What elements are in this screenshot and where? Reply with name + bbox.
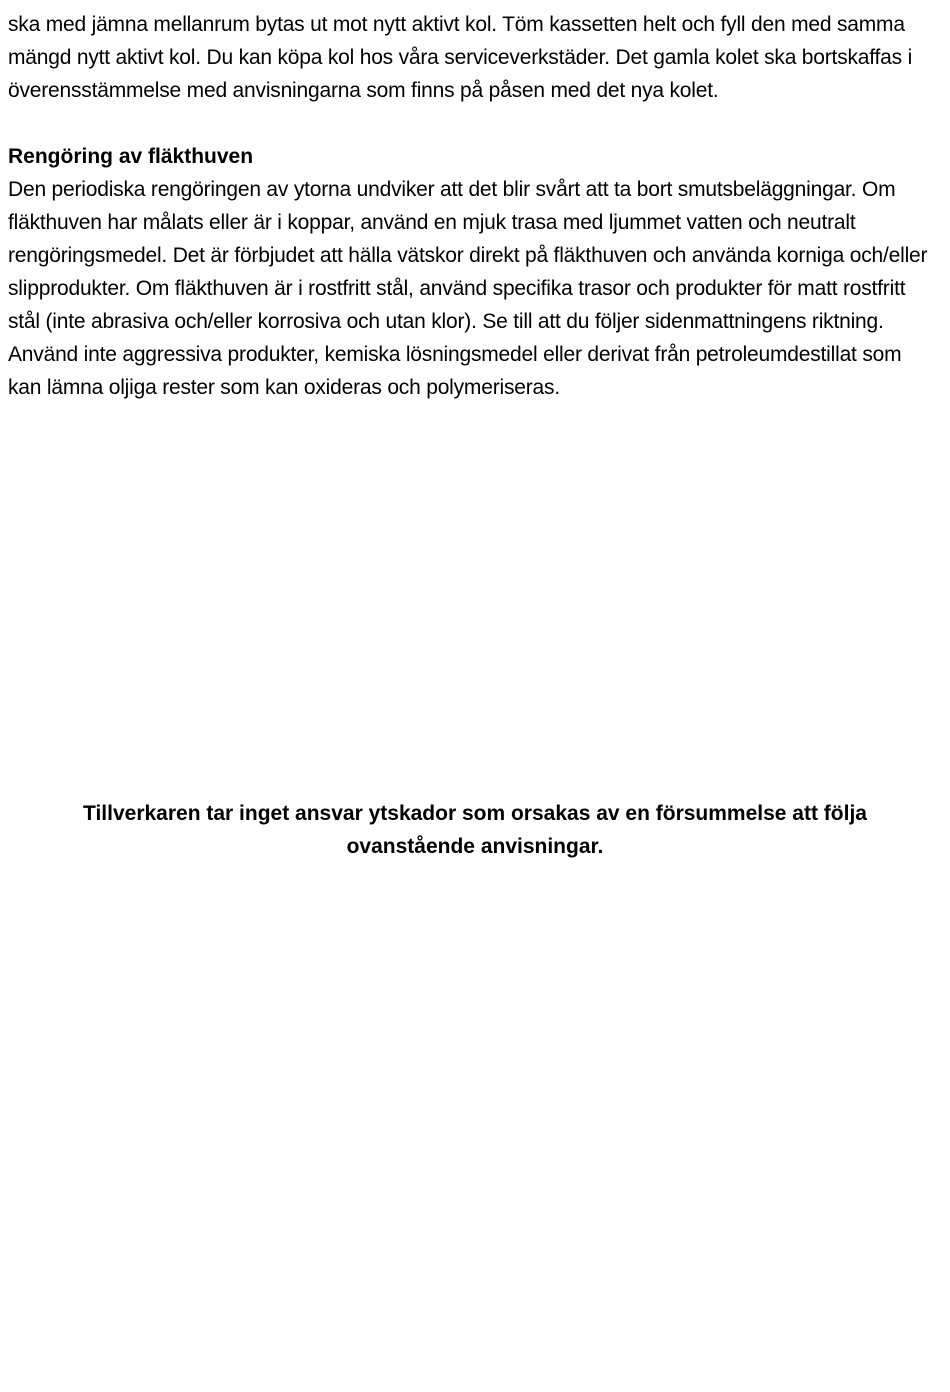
document-page [8,8,928,404]
cleaning-heading: Rengöring av fläkthuven [8,145,254,168]
cleaning-paragraph: Den periodiska rengöringen av ytorna undviker att det blir svårt att ta bort smutsbeläggningar. Om fläkthuven har målats eller är i koppar, använd en mjuk trasa med ljummet vatten och neutralt rengöringsmedel. Det är förbjudet att hälla vätskor direkt på fläkthuven och använda korniga och/eller slipprodukter. Om fläkthuven är i rostfritt stål, använd specifika trasor och produkter för matt rostfritt stål (inte abrasiva och/eller korrosiva och utan klor). Se till att du följer sidenmattningens riktning. Använd inte aggressiva produkter, kemiska lösningsmedel eller derivat från petroleumdestillat som kan lämna oljiga rester som kan oxideras och polymeriseras. [8,178,928,399]
liability-notice: Tillverkaren tar inget ansvar ytskador som orsakas av en försummelse att följa ovanstående anvisningar. [83,802,867,858]
intro-paragraph: ska med jämna mellanrum bytas ut mot nytt aktivt kol. Töm kassetten helt och fyll den med samma mängd nytt aktivt kol. Du kan köpa kol hos våra serviceverkstäder. Det gamla kolet ska bortskaffas i överensstämmelse med anvisningarna som finns på påsen med det nya kolet. [8,13,913,102]
